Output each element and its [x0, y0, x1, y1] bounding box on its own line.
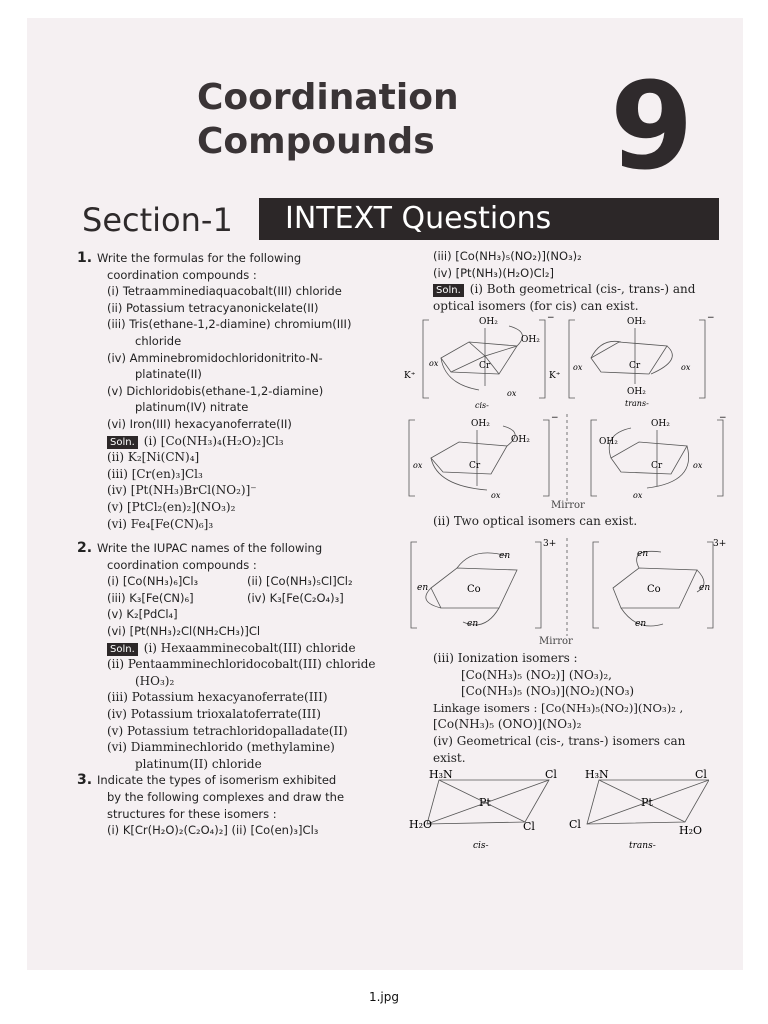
solution-1-line [77, 433, 395, 450]
cis-caption: cis- [475, 401, 489, 408]
cis-caption: cis- [473, 841, 489, 851]
h3n-label: H₃N [429, 768, 453, 781]
oh2-label: OH₂ [521, 335, 540, 345]
question-text: Write the IUPAC names of the following [97, 541, 323, 556]
section-bar: INTEXT Questions [259, 198, 719, 240]
question-text: Write the formulas for the following [97, 251, 302, 265]
section-label: Section-1 [82, 201, 233, 239]
question-number: 1. [77, 250, 93, 266]
answer: (iv) Geometrical (cis-, trans-) isomers can [433, 733, 686, 748]
ox-label: ox [633, 491, 643, 500]
cis-trans-cr-diagram [399, 312, 729, 408]
ox-label: ox [573, 363, 583, 372]
question-2-line1 [77, 540, 395, 557]
h3n-label: H₃N [585, 768, 609, 781]
answer: [Co(NH₃)₅ (ONO)](NO₃)₂ [433, 717, 582, 732]
left-column [77, 250, 395, 839]
co-label: Co [647, 584, 661, 595]
right-column [433, 248, 723, 314]
answer: [Co(NH₃)₅ (NO₂)] (NO₃)₂, [461, 667, 612, 682]
question-3-line2: by the following complexes and draw the [107, 790, 345, 804]
en-label: en [499, 551, 511, 561]
solution-3-line [433, 281, 723, 298]
list-item: (vi) Iron(III) hexacyanoferrate(II) [107, 416, 292, 431]
cl-label: Cl [545, 768, 557, 781]
list-row [77, 573, 395, 590]
oh2-label: OH₂ [471, 419, 490, 429]
list-item: (v) K₂[PdCl₄] [107, 607, 178, 622]
question-3-line1 [77, 772, 395, 789]
list-item: (iv) [Pt(NH₃)(H₂O)Cl₂] [433, 265, 554, 280]
list-item: chloride [135, 333, 182, 348]
chapter-number: 9 [610, 58, 694, 197]
solution-2-line [77, 640, 395, 657]
answer: optical isomers (for cis) can exist. [433, 298, 639, 313]
list-item: (iii) Tris(ethane-1,2-diamine) chromium(III) [107, 317, 352, 332]
ox-label: ox [681, 363, 691, 372]
oh2-label: OH₂ [627, 317, 646, 327]
list-item: (v) Dichloridobis(ethane-1,2-diamine) [107, 383, 324, 398]
solution-badge: Soln. [433, 284, 464, 297]
answer: (i) Both geometrical (cis-, trans-) and [469, 282, 696, 297]
cr-label: Cr [629, 361, 641, 371]
ox-label: ox [693, 461, 703, 470]
chapter-title-line1: Coordination [197, 77, 459, 118]
answer: (vi) Diamminechlorido (methylamine) [107, 740, 335, 755]
list-item: (iv) K₃[Fe(C₂O₄)₃] [247, 590, 344, 605]
chapter-title-line2: Compounds [197, 121, 435, 162]
cr-label: Cr [479, 361, 491, 371]
solution-badge: Soln. [107, 436, 138, 449]
k-ion-label: K⁺ [549, 371, 561, 381]
cl-label: Cl [695, 768, 707, 781]
answer: (vi) Fe₄[Fe(CN)₆]₃ [107, 516, 214, 531]
ox-label: ox [429, 359, 439, 368]
trans-caption: trans- [629, 841, 656, 851]
question-3-line4: (i) K[Cr(H₂O)₂(C₂O₄)₂] (ii) [Co(en)₃]Cl₃ [107, 823, 319, 838]
answer: platinum(II) chloride [135, 756, 262, 771]
pt-label: Pt [479, 796, 491, 809]
list-item: (iii) [Co(NH₃)₅(NO₂)](NO₃)₂ [433, 249, 582, 263]
question-number: 2. [77, 540, 93, 557]
oh2-label: OH₂ [479, 317, 498, 327]
charge-label: − [551, 413, 559, 423]
en-label: en [467, 619, 479, 629]
question-1-line1 [77, 250, 395, 267]
optical-cr-diagram [407, 412, 727, 504]
solution-badge: Soln. [107, 643, 138, 656]
oh2-label: OH₂ [599, 437, 618, 447]
h2o-label: H₂O [679, 824, 703, 837]
answer: (ii) Pentaamminechloridocobalt(III) chloride [107, 657, 376, 672]
pt-square-planar-diagram [409, 766, 709, 852]
cl-label: Cl [523, 820, 535, 833]
chapter-title [197, 76, 517, 164]
question-3-line3: structures for these isomers : [107, 806, 277, 821]
charge-label: 3+ [713, 539, 727, 549]
k-ion-label: K⁺ [404, 371, 416, 381]
list-item: (ii) Potassium tetracyanonickelate(II) [107, 300, 319, 315]
en-label: en [635, 619, 647, 629]
cr-label: Cr [469, 461, 481, 471]
answer: (i) Hexaamminecobalt(III) chloride [143, 640, 356, 655]
list-item: (vi) [Pt(NH₃)₂Cl(NH₂CH₃)]Cl [107, 624, 261, 639]
list-row [77, 590, 395, 607]
answer: (ii) K₂[Ni(CN)₄] [107, 450, 200, 465]
answer: (v) [PtCl₂(en)₂](NO₃)₂ [107, 499, 236, 514]
answer: (iv) Potassium trioxalatoferrate(III) [107, 707, 321, 722]
answer: (iv) [Pt(NH₃)BrCl(NO₂)]⁻ [107, 483, 257, 498]
answer: (ii) Two optical isomers can exist. [433, 514, 638, 528]
answer: (v) Potassium tetrachloridopalladate(II) [107, 723, 348, 738]
cl-label: Cl [569, 818, 581, 831]
image-filename: 1.jpg [368, 990, 400, 1004]
list-item: (ii) [Co(NH₃)₅Cl]Cl₂ [247, 574, 353, 589]
oh2-label: OH₂ [651, 419, 670, 429]
charge-label: 3+ [543, 539, 557, 549]
charge-label: − [719, 413, 727, 423]
co-label: Co [467, 584, 481, 595]
answer: [Co(NH₃)₅ (NO₃)](NO₂)(NO₃) [461, 684, 635, 699]
answer: (i) [Co(NH₃)₄(H₂O)₂]Cl₃ [143, 433, 284, 448]
ox-label: ox [413, 461, 423, 470]
charge-label: − [547, 313, 555, 323]
question-number: 3. [77, 772, 93, 789]
ox-label: ox [491, 491, 501, 500]
list-item: platinate(II) [135, 367, 202, 382]
list-item: (iv) Amminebromidochloridonitrito-N- [107, 350, 323, 365]
answer: (iii) Ionization isomers : [433, 651, 578, 665]
answer: (iii) Potassium hexacyanoferrate(III) [107, 690, 328, 705]
mirror-label: Mirror [539, 636, 573, 647]
en-label: en [417, 583, 429, 593]
list-item: (iii) K₃[Fe(CN)₆] [107, 590, 194, 605]
question-text: Indicate the types of isomerism exhibited [97, 773, 337, 788]
oh2-label: OH₂ [627, 387, 646, 397]
list-item: (i) Tetraamminediaquacobalt(III) chloride [107, 284, 342, 299]
co-en-diagram [407, 532, 727, 636]
answer: (iii) [Cr(en)₃]Cl₃ [107, 466, 203, 481]
trans-caption: trans- [625, 399, 649, 408]
answer: Linkage isomers : [Co(NH₃)₅(NO₂)](NO₃)₂ , [433, 700, 684, 715]
cr-label: Cr [651, 461, 663, 471]
question-2-line2: coordination compounds : [107, 557, 257, 572]
mirror-label: Mirror [551, 500, 585, 511]
ox-label: ox [507, 389, 517, 398]
charge-label: − [707, 313, 715, 323]
question-1-line2: coordination compounds : [107, 267, 257, 282]
answer: (HO₃)₂ [135, 673, 175, 688]
list-item: (i) [Co(NH₃)₆]Cl₃ [107, 574, 199, 589]
en-label: en [699, 583, 711, 593]
document-page [27, 18, 743, 970]
list-item: platinum(IV) nitrate [135, 400, 249, 415]
right-column-lower [433, 650, 725, 766]
en-label: en [637, 549, 649, 559]
oh2-label: OH₂ [511, 435, 530, 445]
pt-label: Pt [641, 796, 653, 809]
h2o-label: H₂O [409, 818, 433, 831]
answer: exist. [433, 750, 466, 765]
